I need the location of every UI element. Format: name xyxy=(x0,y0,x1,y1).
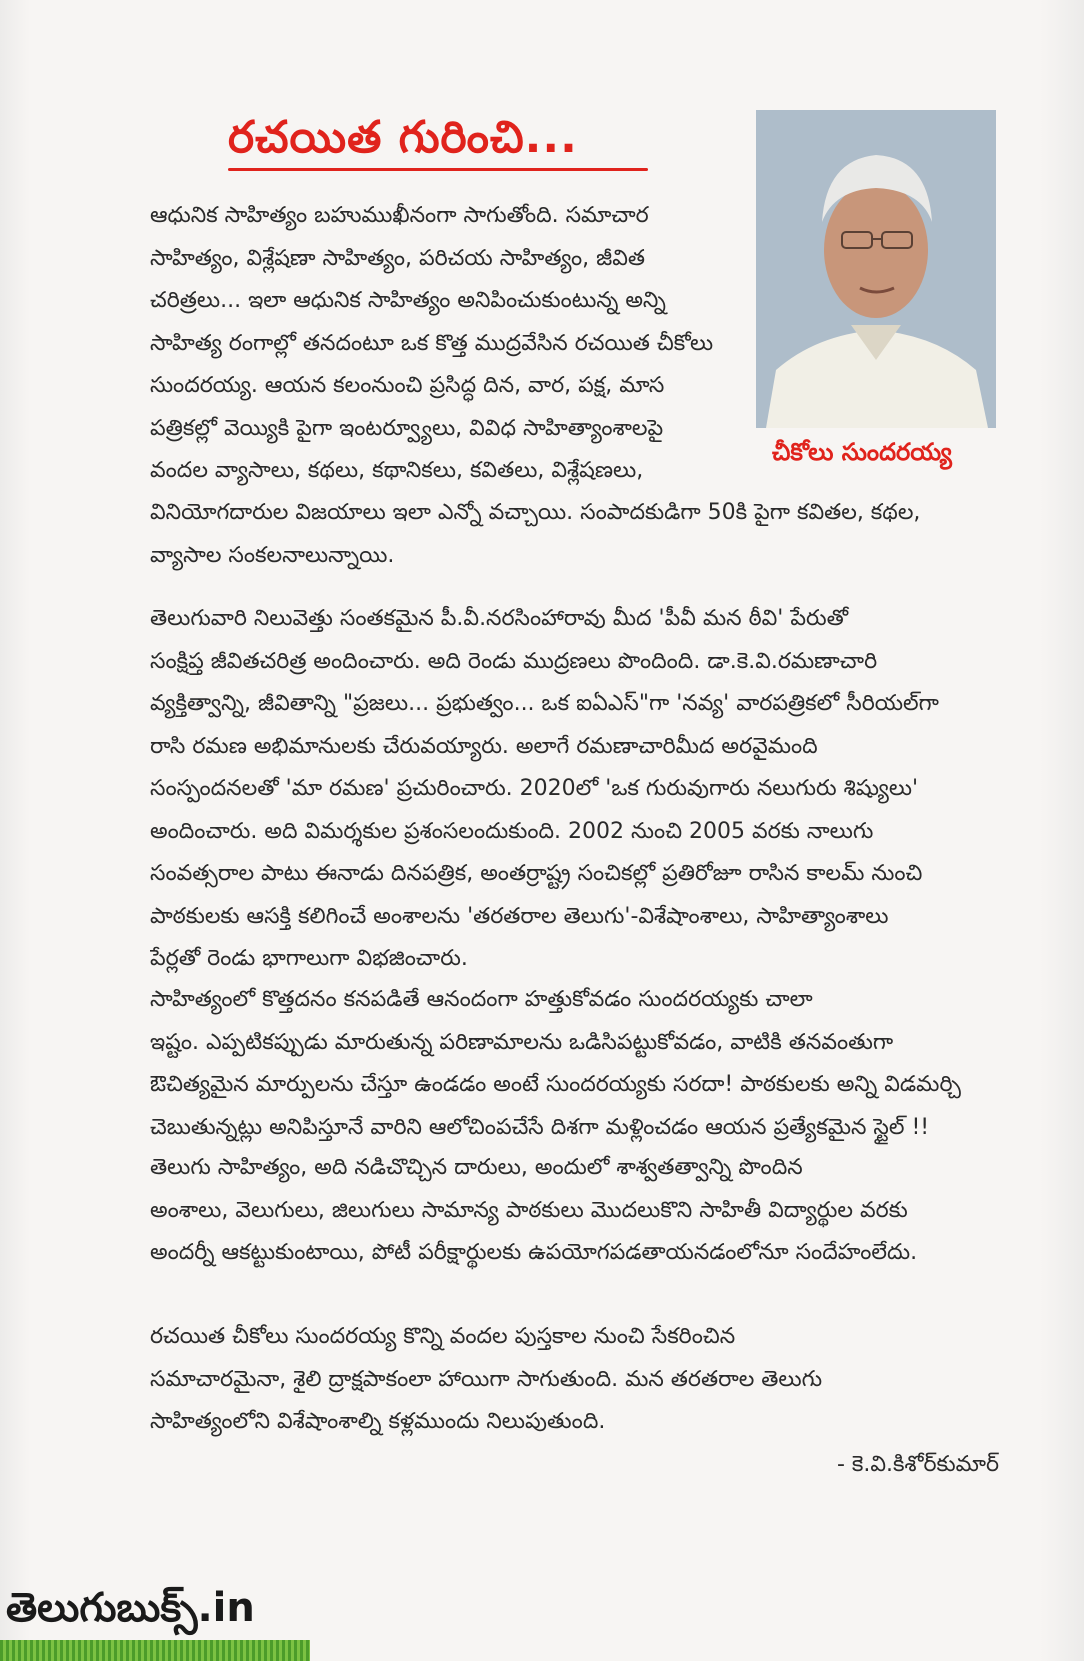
text-line: సంక్షిప్త జీవితచరిత్ర అందించారు. అది రెండు ముద్రణలు పొందింది. డా.కె.వి.రమణాచారి xyxy=(150,648,878,674)
page-title: రచయిత గురించి... xyxy=(228,112,578,163)
text-line: తెలుగు సాహిత్యం, అది నడిచొచ్చిన దారులు, అందులో శాశ్వతత్వాన్ని పొందిన xyxy=(150,1155,803,1180)
author-signature: - కె.వి.కిశోర్‌కుమార్ xyxy=(837,1452,999,1477)
text-line: సంవత్సరాల పాటు ఈనాడు దినపత్రిక, అంతర్రాష్ట్ర సంచికల్లో ప్రతిరోజూ రాసిన కాలమ్ నుంచి xyxy=(150,861,923,886)
text-line: వ్యాసాల సంకలనాలున్నాయి. xyxy=(150,542,395,568)
text-line: చెబుతున్నట్లు అనిపిస్తూనే వారిని ఆలోచింపచేసే దిశగా మళ్లించడం ఆయన ప్రత్యేకమైన స్టైల్ !! xyxy=(150,1114,930,1140)
text-line: ఇష్టం. ఎప్పటికప్పుడు మారుతున్న పరిణామాలను ఒడిసిపట్టుకోవడం, వాటికి తనవంతుగా xyxy=(150,1029,894,1055)
paragraph-readers xyxy=(150,1147,1000,1275)
text-line: వ్యక్తిత్వాన్ని, జీవితాన్ని "ప్రజలు... ప్రభుత్వం... ఒక ఐఏఎస్"గా 'నవ్య' వారపత్రికలో సీరియల్‌గా xyxy=(150,691,939,716)
text-line: రచయిత చీకోలు సుందరయ్య కొన్ని వందల పుస్తకాల నుంచి సేకరించిన xyxy=(150,1324,736,1349)
text-line: రాసి రమణ అభిమానులకు చేరువయ్యారు. అలాగే రమణాచారిమీద అరవైమంది xyxy=(150,733,818,759)
text-line: తెలుగువారి నిలువెత్తు సంతకమైన పీ.వీ.నరసింహారావు మీద 'పీవీ మన ఠీవి' పేరుతో xyxy=(150,606,849,631)
author-portrait-illustration xyxy=(756,110,996,428)
text-line: వందల వ్యాసాలు, కథలు, కథానికలు, కవితలు, విశ్లేషణలు, xyxy=(150,458,644,483)
author-name-caption: చీకోలు సుందరయ్య xyxy=(772,438,952,466)
author-photo xyxy=(756,110,996,428)
grass-decoration xyxy=(0,1640,310,1661)
text-line: సుందరయ్య. ఆయన కలంనుంచి ప్రసిద్ధ దిన, వార, పక్ష, మాస xyxy=(150,373,665,398)
text-line: ఔచిత్యమైన మార్పులను చేస్తూ ఉండడం అంటే సుందరయ్యకు సరదా! పాఠకులకు అన్ని విడమర్చి xyxy=(150,1072,961,1097)
text-line: పేర్లతో రెండు భాగాలుగా విభజించారు. xyxy=(150,946,468,971)
text-line: అందించారు. అది విమర్శకుల ప్రశంసలందుకుంది. 2002 నుంచి 2005 వరకు నాలుగు xyxy=(150,818,874,844)
paragraph-style xyxy=(150,979,1000,1149)
text-line: సాహిత్యంలో కొత్తదనం కనపడితే ఆనందంగా హత్తుకోవడం సుందరయ్యకు చాలా xyxy=(150,987,813,1012)
text-line: సాహిత్య రంగాల్లో తనదంటూ ఒక కొత్త ముద్రవేసిన రచయిత చీకోలు xyxy=(150,330,714,356)
paragraph-closing xyxy=(150,1316,1000,1444)
text-line: అందర్నీ ఆకట్టుకుంటాయి, పోటీ పరీక్షార్థులకు ఉపయోగపడతాయనడంలోనూ సందేహంలేదు. xyxy=(150,1240,918,1265)
text-line: సమాచారమైనా, శైలి ద్రాక్షపాకంలా హాయిగా సాగుతుంది. మన తరతరాల తెలుగు xyxy=(150,1366,823,1392)
site-watermark-logo: తెలుగుబుక్స్.in xyxy=(6,1585,255,1631)
text-line: అంశాలు, వెలుగులు, జిలుగులు సామాన్య పాఠకులు మొదలుకొని సాహితీ విద్యార్థుల వరకు xyxy=(150,1197,908,1223)
text-line: వినియోగదారుల విజయాలు ఇలా ఎన్నో వచ్చాయి. సంపాదకుడిగా 50కి పైగా కవితల, కథల, xyxy=(150,500,921,525)
text-line: సంస్పందనలతో 'మా రమణ' ప్రచురించారు. 2020లో 'ఒక గురువుగారు నలుగురు శిష్యులు' xyxy=(150,776,919,801)
paragraph-intro xyxy=(150,195,740,493)
paragraph-works xyxy=(150,598,1000,981)
text-line: చరిత్రలు... ఇలా ఆధునిక సాహిత్యం అనిపించుకుంటున్న అన్ని xyxy=(150,288,666,313)
title-underline xyxy=(228,168,648,171)
text-line: పాఠకులకు ఆసక్తి కలిగించే అంశాలను 'తరతరాల తెలుగు'-విశేషాంశాలు, సాహిత్యాంశాలు xyxy=(150,903,889,929)
text-line: సాహిత్యం, విశ్లేషణా సాహిత్యం, పరిచయ సాహిత్యం, జీవిత xyxy=(150,245,645,271)
paragraph-intro-continued xyxy=(150,492,1000,577)
text-line: పత్రికల్లో వెయ్యికి పైగా ఇంటర్వ్యూలు, వివిధ సాహిత్యాంశాలపై xyxy=(150,415,664,441)
text-line: ఆధునిక సాహిత్యం బహుముఖీనంగా సాగుతోంది. సమాచార xyxy=(150,203,649,228)
text-line: సాహిత్యంలోని విశేషాంశాల్ని కళ్లముందు నిలుపుతుంది. xyxy=(150,1409,606,1434)
